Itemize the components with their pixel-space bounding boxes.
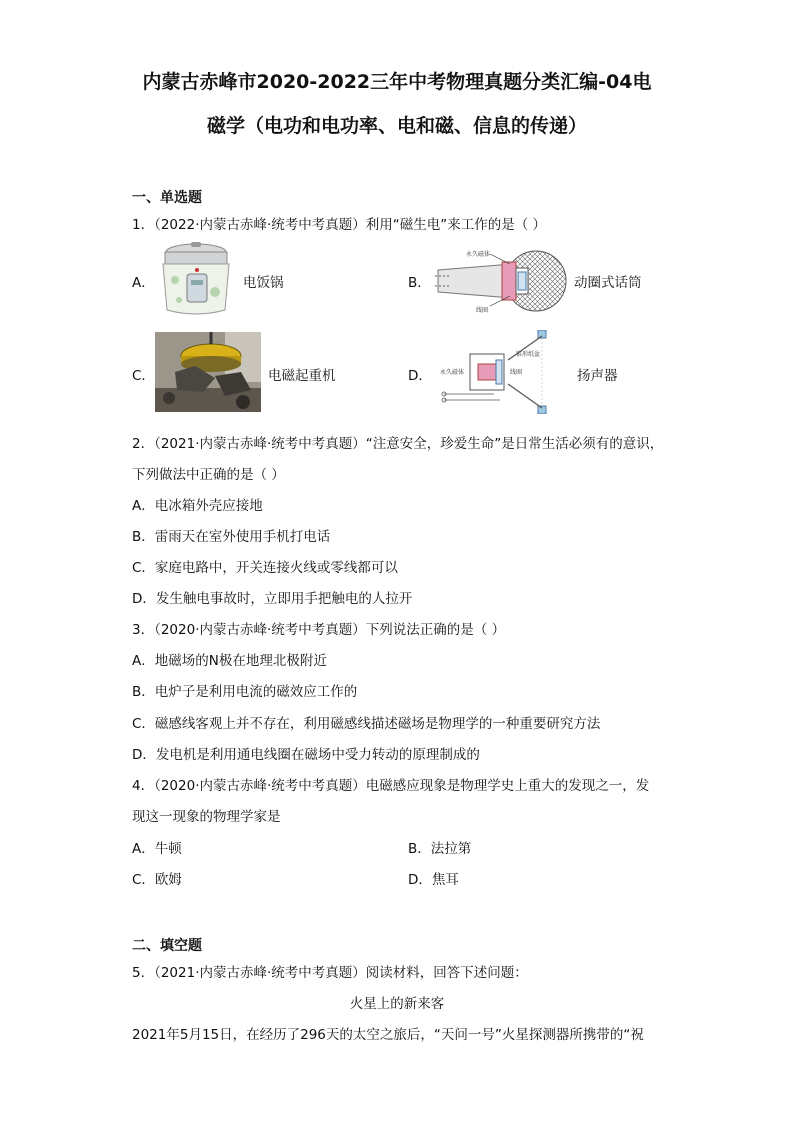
q1-option-d-text: 扬声器 <box>577 368 618 384</box>
q4-stem-line2: 现这一现象的物理学家是 <box>132 809 281 825</box>
q1-option-a-text: 电饭锅 <box>243 275 284 291</box>
q1-stem: 1．（2022·内蒙古赤峰·统考中考真题）利用“磁生电”来工作的是（ ） <box>132 217 547 233</box>
q4-option-a: A．牛顿 <box>132 841 182 857</box>
q5-passage-title: 火星上的新来客 <box>349 996 445 1012</box>
q3-option-a: A．地磁场的N极在地理北极附近 <box>132 653 327 669</box>
q3-option-b: B．电炉子是利用电流的磁效应工作的 <box>132 684 358 700</box>
speaker-magnet-label: 永久磁体 <box>440 369 465 376</box>
q5-passage-line1: 2021年5月15日，在经历了296天的太空之旅后，“天问一号”火星探测器所携带的“祝 <box>132 1027 644 1043</box>
q4-option-b: B．法拉第 <box>408 841 472 857</box>
q4-option-d: D．焦耳 <box>408 872 459 888</box>
q1-option-b-text: 动圈式话筒 <box>574 275 642 291</box>
q2-option-a: A．电冰箱外壳应接地 <box>132 498 263 514</box>
q1-option-c-letter: C． <box>132 368 155 384</box>
q3-option-c: C．磁感线客观上并不存在，利用磁感线描述磁场是物理学的一种重要研究方法 <box>132 716 601 732</box>
q2-option-b: B．雷雨天在室外使用手机打电话 <box>132 529 331 545</box>
q1-option-d-letter: D． <box>408 368 432 384</box>
doc-title-line1: 内蒙古赤峰市2020-2022三年中考物理真题分类汇编-04电 <box>142 71 652 93</box>
speaker-cone-label: 锥形纸盆 <box>516 351 541 358</box>
loudspeaker-diagram <box>434 330 572 414</box>
q3-stem: 3．（2020·内蒙古赤峰·统考中考真题）下列说法正确的是（ ） <box>132 622 506 638</box>
q2-option-d: D．发生触电事故时，立即用手把触电的人拉开 <box>132 591 413 607</box>
mic-coil-label: 线圈 <box>476 307 489 314</box>
q2-option-c: C．家庭电路中，开关连接火线或零线都可以 <box>132 560 398 576</box>
q1-option-b-letter: B． <box>408 275 431 291</box>
speaker-coil-label: 线圈 <box>510 369 523 376</box>
section-heading-fill-in: 二、填空题 <box>132 938 202 954</box>
section-heading-single-choice: 一、单选题 <box>132 190 202 206</box>
q4-option-c: C．欧姆 <box>132 872 182 888</box>
q1-option-a-letter: A． <box>132 275 155 291</box>
q2-stem-line2: 下列做法中正确的是（ ） <box>132 467 285 483</box>
mic-magnet-label: 永久磁体 <box>466 251 491 258</box>
electromagnetic-crane-photo <box>155 332 261 412</box>
q2-stem-line1: 2．（2021·内蒙古赤峰·统考中考真题）“注意安全，珍爱生命”是日常生活必须有的意识， <box>132 436 664 452</box>
q3-option-d: D．发电机是利用通电线圈在磁场中受力转动的原理制成的 <box>132 747 480 763</box>
q4-stem-line1: 4．（2020·内蒙古赤峰·统考中考真题）电磁感应现象是物理学史上重大的发现之一，发 <box>132 778 650 794</box>
doc-title-line2: 磁学（电功和电功率、电和磁、信息的传递） <box>206 115 587 137</box>
rice-cooker-image <box>155 240 237 318</box>
q5-stem: 5．（2021·内蒙古赤峰·统考中考真题）阅读材料，回答下述问题： <box>132 965 528 981</box>
q1-option-c-text: 电磁起重机 <box>268 368 336 384</box>
dynamic-microphone-diagram <box>430 244 568 316</box>
